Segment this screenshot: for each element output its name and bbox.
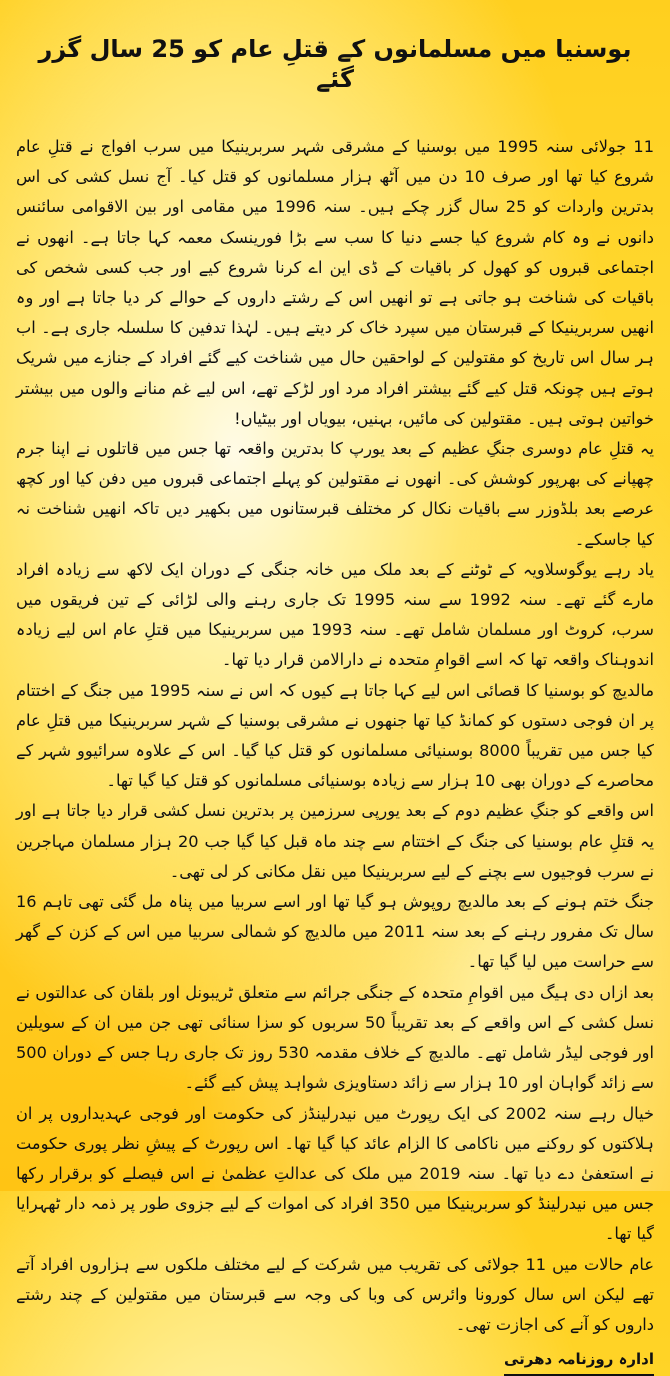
article-paragraph-9: عام حالات میں 11 جولائی کی تقریب میں شرکت کے لیے مختلف ملکوں سے ہزاروں افراد آتے تھے لیکن اس سال کورونا وائرس کی وبا کی وجہ سے قبرستان میں مقتولین کے چند رشتے داروں کو آنے کی اجازت تھی۔ <box>16 1254 654 1334</box>
article-paragraph-2: یہ قتلِ عام دوسری جنگِ عظیم کے بعد یورپ کا بدترین واقعہ تھا جس میں قاتلوں نے اپنا جرم چھپانے کی بھرپور کوشش کی۔ انھوں نے مقتولین کو پہلے اجتماعی قبروں میں دفن کیا اور کچھ عرصے بعد بلڈوزر سے باقیات نکال کر مختلف قبرستانوں میں بکھیر دیں تاکہ انھیں شناخت نہ کیا جاسکے۔ <box>16 439 654 549</box>
article-paragraph-8: خیال رہے سنہ 2002 کی ایک رپورٹ میں نیدرلینڈز کی حکومت اور فوجی عہدیداروں پر ان ہلاکتوں کو روکنے میں ناکامی کا الزام عائد کیا گیا تھا۔ اس رپورٹ کے پیشِ نظر پوری حکومت نے استعفیٰ دے دیا تھا۔ سنہ 2019 میں ملک کی عدالتِ عظمیٰ نے اس فیصلے کو برقرار رکھا جس میں نیدرلینڈ کو سربرینیکا میں 350 افراد کی اموات کے لیے جزوی طور پر ذمہ دار ٹھہرایا گیا تھا۔ <box>16 1103 654 1244</box>
article-paragraph-1: 11 جولائی سنہ 1995 میں بوسنیا کے مشرقی شہر سربرینیکا میں سرب افواج نے قتلِ عام شروع کیا تھا اور صرف 10 دن میں آٹھ ہزار مسلمانوں کو قتل کیا۔ آج نسل کشی کی اس بدترین واردات کو 25 سال گزر چکے ہیں۔ سنہ 1996 میں مقامی اور بین الاقوامی سائنس دانوں نے وہ کام شروع کیا جسے دنیا کا سب سے بڑا فورینسک معمہ کہا جاتا ہے۔ انھوں نے اجتماعی قبروں کو کھول کر باقیات کے ڈی این اے کرنا شروع کیے اور جب کسی شخص کی باقیات کی شناخت ہو جاتی ہے تو انھیں اس کے رشتے داروں کے حوالے کر دیا جاتا ہے اور وہ انھیں سربرینیکا کے قبرستان میں سپرد خاک کر دیتے ہیں۔ لہٰذا تدفین کا سلسلہ جاری ہے۔ اب ہر سال اس تاریخ کو مقتولین کے لواحقین حال میں شناخت کیے گئے افراد کے جنازے میں شریک ہوتے ہیں چونکہ قتل کیے گئے بیشتر افراد مرد اور لڑکے تھے، اس لیے غم منانے والوں میں بیشتر خواتین ہوتی ہیں۔ مقتولین کی مائیں، بہنیں، بیویاں اور بیٹیاں! <box>16 137 654 428</box>
article-paragraph-3: یاد رہے یوگوسلاویہ کے ٹوٹنے کے بعد ملک میں خانہ جنگی کے دوران ایک لاکھ سے زیادہ افراد مارے گئے تھے۔ سنہ 1992 سے سنہ 1995 تک جاری رہنے والی لڑائی کے تین فریقوں میں سرب، کروٹ اور مسلمان شامل تھے۔ سنہ 1993 میں سربرینیکا میں قتلِ عام اس لیے زیادہ اندوہناک واقعہ تھا کہ اسے اقوامِ متحدہ نے دارالامن قرار دیا تھا۔ <box>16 559 654 670</box>
article-paragraph-6: جنگ ختم ہونے کے بعد مالدیچ روپوش ہو گیا تھا اور اسے سربیا میں پناہ مل گئی تھی تاہم 16 سال تک مفرور رہنے کے بعد سنہ 2011 میں مالدیچ کو شمالی سربیا میں اس کے کزن کے گھر سے حراست میں لیا گیا تھا۔ <box>16 892 654 972</box>
article-paragraph-7: بعد ازاں دی ہیگ میں اقوامِ متحدہ کے جنگی جرائم سے متعلق ٹریبونل اور بلقان کی عدالتوں نے نسل کشی کے اس واقعے کے بعد تقریباً 50 سربوں کو سزا سنائی تھی جن میں ان کے سویلین اور فوجی لیڈر شامل تھے۔ مالدیچ کے خلاف مقدمہ 530 روز تک جاری رہا جس کے دوران 500 سے زائد گواہان اور 10 ہزار سے زائد دستاویزی شواہد پیش کیے گئے۔ <box>16 982 654 1093</box>
article-paragraph-4: مالدیچ کو بوسنیا کا قصائی اس لیے کہا جاتا ہے کیوں کہ اس نے سنہ 1995 میں جنگ کے اختتام پر ان فوجی دستوں کو کمانڈ کیا تھا جنھوں نے مشرقی بوسنیا کے شہر سربرینیکا میں قتلِ عام کیا جس میں تقریباً 8000 بوسنیائی مسلمانوں کو قتل کیا گیا۔ اس کے علاوہ سرائیوو شہر کے محاصرے کے دوران بھی 10 ہزار سے زیادہ بوسنیائی مسلمانوں کو قتل کیا گیا تھا۔ <box>16 680 654 791</box>
article-signature: ادارہ روزنامہ دھرتی <box>504 1346 654 1376</box>
article-paragraph-5: اس واقعے کو جنگِ عظیم دوم کے بعد یورپی سرزمین پر بدترین نسل کشی قرار دیا جاتا ہے اور یہ قتلِ عام بوسنیا کی جنگ کے اختتام سے چند ماہ قبل کیا گیا جب 20 ہزار مسلمان مہاجرین نے سرب فوجیوں سے بچنے کے لیے سربرینیکا میں نقل مکانی کر لی تھی۔ <box>16 801 655 881</box>
article-title: بوسنیا میں مسلمانوں کے قتلِ عام کو 25 سال گزر گئے <box>38 35 632 93</box>
